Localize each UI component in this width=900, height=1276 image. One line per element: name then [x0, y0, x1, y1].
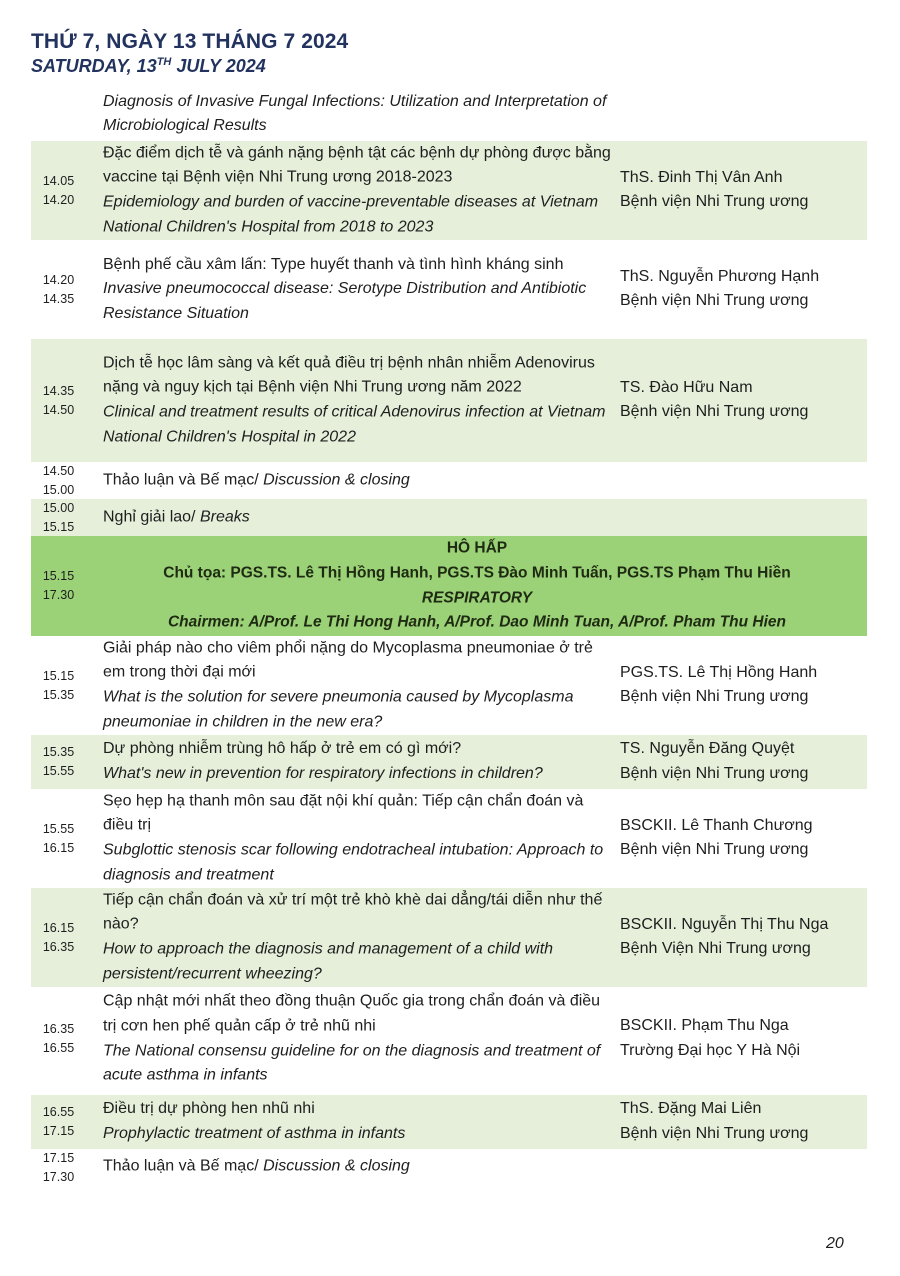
schedule-row	[31, 339, 867, 462]
time-slot	[31, 919, 86, 957]
date-title-en	[31, 56, 348, 77]
talk-title-vn: Dự phòng nhiễm trùng hô hấp ở trẻ em có gì mới?	[103, 740, 462, 758]
speaker-name: TS. Nguyễn Đăng Quyệt	[620, 740, 795, 758]
talk-title-vn: Nghỉ giải lao/	[103, 508, 196, 526]
speaker	[620, 737, 860, 787]
time-slot	[31, 499, 86, 537]
time-end: 16.15	[42, 840, 75, 855]
time-slot	[31, 743, 86, 781]
page-number: 20	[826, 1235, 844, 1252]
time-start: 16.35	[42, 1022, 75, 1036]
speaker-affiliation: Bệnh viện Nhi Trung ương	[620, 193, 809, 211]
speaker	[620, 166, 860, 216]
speaker	[620, 913, 860, 963]
session-chairs-en: Chairmen: A/Prof. Le Thi Hong Hanh, A/Prof. Dao Minh Tuan, A/Prof. Pham Thu Hien	[167, 613, 786, 631]
schedule-row	[31, 1149, 867, 1187]
session-info	[93, 536, 861, 635]
speaker-affiliation: Bệnh viện Nhi Trung ương	[620, 765, 809, 782]
talk-title-en: What's new in prevention for respiratory infections in children?	[103, 765, 543, 782]
talk-title-vn: Dịch tễ học lâm sàng và kết quả điều trị bệnh nhân nhiễm Adenovirus nặng và nguy kịch tại Bệnh viện Nhi Trung ương năm 2022	[103, 353, 595, 396]
time-start: 14.50	[42, 463, 75, 478]
talk-title	[103, 1097, 611, 1147]
talk-title-vn: Giải pháp nào cho viêm phổi nặng do Mycoplasma pneumoniae ở trẻ em trong thời đại mới	[103, 638, 593, 681]
speaker	[620, 1014, 860, 1064]
time-end: 15.15	[42, 519, 75, 534]
talk-title-en: Subglottic stenosis scar following endotracheal intubation: Approach to diagnosis and treatment	[103, 841, 604, 884]
talk-title-en: Prophylactic treatment of asthma in infants	[103, 1125, 406, 1142]
time-start: 17.15	[42, 1151, 75, 1165]
time-start: 15.35	[42, 745, 75, 759]
schedule-row	[31, 987, 867, 1095]
session-header	[31, 536, 867, 636]
schedule-row	[31, 636, 867, 735]
session-title-vn: HÔ HẤP	[446, 539, 508, 557]
talk-title-vn: Điều trị dự phòng hen nhũ nhi	[103, 1100, 315, 1118]
speaker-affiliation: Bệnh viện Nhi Trung ương	[620, 688, 809, 706]
talk-title-vn: Bệnh phế cầu xâm lấn: Type huyết thanh và tình hình kháng sinh	[103, 255, 564, 273]
speaker	[620, 661, 860, 711]
talk-title	[103, 1155, 611, 1180]
time-end: 15.35	[42, 687, 75, 702]
talk-title	[103, 90, 611, 140]
talk-title	[103, 636, 611, 735]
time-start: 15.15	[42, 569, 75, 583]
speaker-name: BSCKII. Phạm Thu Nga	[620, 1017, 789, 1035]
time-slot	[31, 1020, 86, 1058]
time-slot	[31, 567, 86, 605]
session-chairs-vn: Chủ tọa: PGS.TS. Lê Thị Hồng Hanh, PGS.TS Đào Minh Tuấn, PGS.TS Phạm Thu Hiền	[163, 564, 791, 582]
time-slot	[31, 1149, 86, 1187]
time-start: 14.35	[42, 383, 75, 398]
schedule-row	[31, 499, 867, 536]
talk-title-en: Clinical and treatment results of critical Adenovirus infection at Vietnam National Children's Hospital in 2022	[103, 403, 606, 446]
talk-title-en: How to approach the diagnosis and management of a child with persistent/recurrent wheezing?	[103, 940, 554, 983]
speaker-affiliation: Bệnh viện Nhi Trung ương	[620, 403, 809, 421]
speaker-name: ThS. Nguyễn Phương Hạnh	[620, 267, 820, 285]
page-header	[31, 30, 348, 77]
schedule-row	[31, 462, 867, 499]
talk-title-en: Discussion & closing	[263, 1157, 410, 1175]
time-start: 14.05	[42, 173, 75, 188]
talk-title-en: Diagnosis of Invasive Fungal Infections: Utilization and Interpretation of Microbiological Results	[103, 92, 607, 135]
talk-title-en: Epidemiology and burden of vaccine-preventable diseases at Vietnam National Children's Hospital from 2018 to 2023	[103, 193, 599, 236]
time-start: 16.55	[42, 1105, 75, 1119]
speaker	[620, 265, 860, 315]
speaker-affiliation: Bệnh viện Nhi Trung ương	[620, 1125, 809, 1142]
time-end: 16.55	[42, 1041, 75, 1055]
schedule-row	[31, 141, 867, 240]
time-start: 14.20	[42, 272, 75, 287]
time-end: 14.35	[42, 291, 75, 306]
session-title-en: RESPIRATORY	[421, 589, 533, 606]
time-slot	[31, 271, 86, 309]
talk-title-vn: Thảo luận và Bế mạc/	[103, 1157, 259, 1175]
time-end: 17.30	[42, 1170, 75, 1184]
schedule-row	[31, 888, 867, 987]
speaker-name: TS. Đào Hữu Nam	[620, 378, 753, 396]
time-start: 16.15	[42, 920, 75, 935]
talk-title-vn: Đặc điểm dịch tễ và gánh nặng bệnh tật các bệnh dự phòng được bằng vaccine tại Bệnh viện Nhi Trung ương 2018-2023	[103, 143, 611, 186]
speaker-name: ThS. Đặng Mai Liên	[620, 1100, 762, 1118]
schedule-row	[31, 88, 867, 141]
date-title-en-suffix: TH	[156, 56, 172, 68]
talk-title	[103, 505, 611, 530]
time-slot	[31, 172, 86, 210]
time-slot	[31, 820, 86, 858]
time-start: 15.55	[42, 821, 75, 836]
date-title-vn: THỨ 7, NGÀY 13 THÁNG 7 2024	[31, 30, 349, 53]
speaker	[620, 814, 860, 864]
talk-title-en: What is the solution for severe pneumonia caused by Mycoplasma pneumoniae in children in the new era?	[103, 688, 574, 731]
time-end: 15.00	[42, 482, 75, 497]
speaker-name: BSCKII. Lê Thanh Chương	[620, 816, 813, 834]
talk-title-en: The National consensu guideline for on the diagnosis and treatment of acute asthma in infants	[103, 1042, 601, 1084]
schedule-row	[31, 789, 867, 888]
time-end: 14.20	[42, 192, 75, 207]
speaker-affiliation: Trường Đại học Y Hà Nội	[620, 1042, 801, 1059]
date-title-en-main: SATURDAY, 13	[31, 56, 157, 76]
time-slot	[31, 1103, 86, 1141]
time-end: 15.55	[42, 764, 75, 778]
talk-title-en: Invasive pneumococcal disease: Serotype Distribution and Antibiotic Resistance Situation	[103, 280, 587, 322]
talk-title	[103, 468, 611, 493]
talk-title	[103, 141, 611, 240]
talk-title	[103, 252, 611, 326]
time-slot	[31, 667, 86, 705]
talk-title-en: Discussion & closing	[263, 471, 410, 489]
speaker	[620, 1097, 860, 1147]
talk-title	[103, 351, 611, 450]
time-end: 14.50	[42, 402, 75, 417]
talk-title	[103, 888, 611, 987]
date-title-en-rest: JULY 2024	[171, 56, 266, 76]
time-start: 15.15	[42, 668, 75, 683]
speaker	[620, 376, 860, 426]
time-end: 17.15	[42, 1124, 75, 1138]
time-end: 16.35	[42, 939, 75, 954]
schedule-row	[31, 735, 867, 789]
speaker-affiliation: Bệnh Viện Nhi Trung ương	[620, 940, 811, 958]
time-slot	[31, 382, 86, 420]
talk-title-vn: Cập nhật mới nhất theo đồng thuận Quốc gia trong chẩn đoán và điều trị cơn hen phế quản cấp ở trẻ nhũ nhi	[103, 992, 601, 1035]
talk-title-vn: Sẹo hẹp hạ thanh môn sau đặt nội khí quản: Tiếp cận chẩn đoán và điều trị	[103, 791, 584, 834]
time-end: 17.30	[42, 588, 75, 602]
talk-title	[103, 789, 611, 888]
time-slot	[31, 462, 86, 500]
speaker-affiliation: Bệnh viện Nhi Trung ương	[620, 841, 809, 859]
speaker-name: BSCKII. Nguyễn Thị Thu Nga	[620, 915, 829, 933]
speaker-name: PGS.TS. Lê Thị Hồng Hanh	[620, 663, 818, 681]
speaker-name: ThS. Đinh Thị Vân Anh	[620, 168, 783, 186]
talk-title-vn: Thảo luận và Bế mạc/	[103, 471, 259, 489]
talk-title-vn: Tiếp cận chẩn đoán và xử trí một trẻ khò khè dai dẳng/tái diễn như thế nào?	[103, 890, 603, 933]
schedule-row	[31, 240, 867, 339]
speaker-affiliation: Bệnh viện Nhi Trung ương	[620, 292, 809, 310]
talk-title	[103, 989, 611, 1088]
talk-title-en: Breaks	[199, 508, 250, 526]
schedule-row	[31, 1095, 867, 1149]
time-start: 15.00	[42, 500, 75, 515]
talk-title	[103, 737, 611, 787]
